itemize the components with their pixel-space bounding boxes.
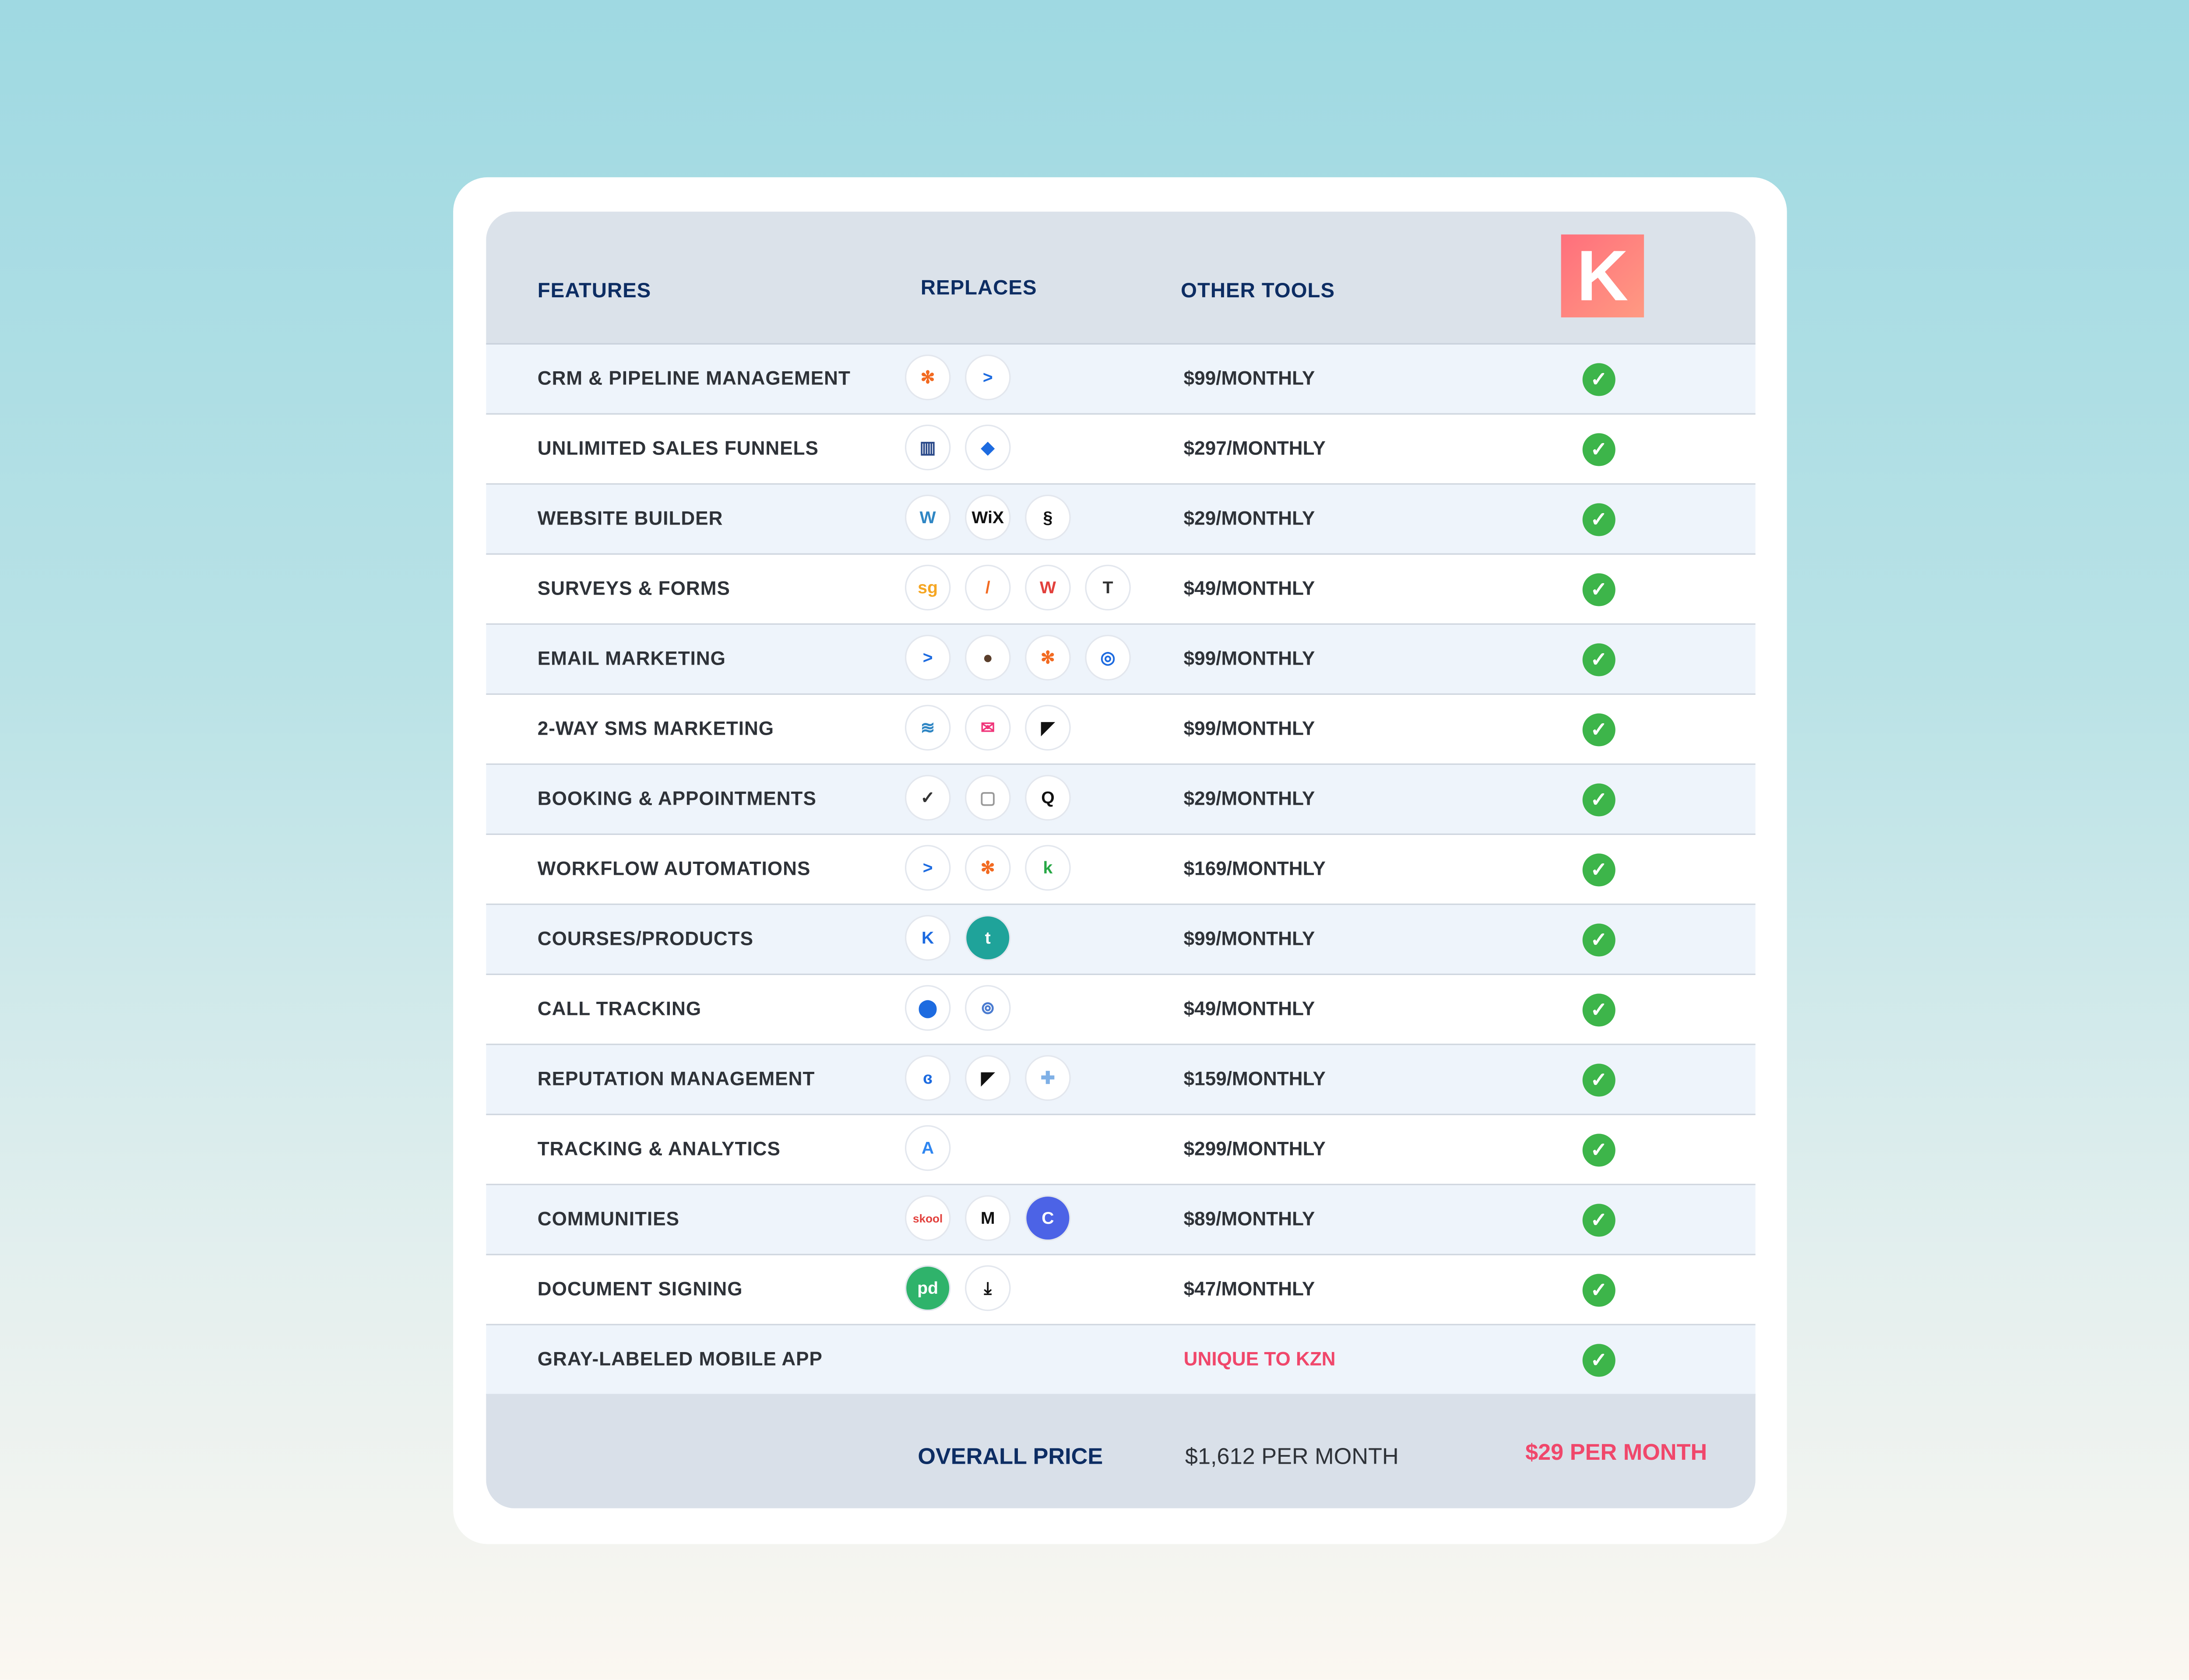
table-row <box>486 975 1756 1045</box>
activecampaign-icon: > <box>906 846 949 889</box>
other-tools-price: $49/MONTHLY <box>1183 998 1315 1020</box>
other-tools-price: $99/MONTHLY <box>1183 648 1315 669</box>
header-replaces: REPLACES <box>920 277 1037 300</box>
replaced-tools <box>906 356 1009 399</box>
table-body <box>486 345 1756 1395</box>
wufoo-icon: W <box>1026 566 1069 609</box>
check-icon: ✓ <box>1583 853 1615 886</box>
table-row <box>486 1325 1756 1395</box>
activecampaign-icon: > <box>966 356 1009 399</box>
replaced-tools <box>906 776 1069 819</box>
check-icon: ✓ <box>1583 1344 1615 1377</box>
table-row <box>486 555 1756 625</box>
check-icon: ✓ <box>1583 573 1615 606</box>
other-tools-price: $89/MONTHLY <box>1183 1208 1315 1230</box>
other-tools-price: UNIQUE TO KZN <box>1183 1348 1336 1370</box>
skool-icon: skool <box>906 1197 949 1240</box>
feature-name: BOOKING & APPOINTMENTS <box>537 788 816 810</box>
message-icon: ✉ <box>966 706 1009 749</box>
clickfunnels-icon: ▥ <box>906 426 949 469</box>
table-row <box>486 415 1756 485</box>
feature-name: CALL TRACKING <box>537 998 702 1020</box>
kzn-logo <box>1561 235 1644 317</box>
replaced-tools <box>906 916 1009 959</box>
replaced-tools <box>906 706 1069 749</box>
jotform-icon: / <box>966 566 1009 609</box>
comparison-table <box>486 211 1756 1508</box>
sms-waves-icon: ≋ <box>906 706 949 749</box>
feature-name: COURSES/PRODUCTS <box>537 928 754 950</box>
wix-icon: WiX <box>966 496 1009 539</box>
birdeye-icon: ɞ <box>906 1057 949 1099</box>
callrail-icon: ⊚ <box>966 986 1009 1029</box>
check-icon: ✓ <box>1583 783 1615 816</box>
check-icon: ✓ <box>1583 1204 1615 1236</box>
other-tools-price: $47/MONTHLY <box>1183 1278 1315 1300</box>
feature-name: WEBSITE BUILDER <box>537 507 723 529</box>
feature-name: WORKFLOW AUTOMATIONS <box>537 858 811 880</box>
check-icon: ✓ <box>1583 713 1615 746</box>
replaced-tools <box>906 1057 1069 1099</box>
replaced-tools <box>906 986 1009 1029</box>
surveygizmo-icon: sg <box>906 566 949 609</box>
table-row <box>486 485 1756 555</box>
replaced-tools <box>906 1267 1009 1310</box>
table-row <box>486 1045 1756 1115</box>
header-features: FEATURES <box>537 280 651 303</box>
feature-name: 2-WAY SMS MARKETING <box>537 718 774 740</box>
header-other-tools: OTHER TOOLS <box>1181 280 1335 303</box>
table-header <box>486 211 1756 345</box>
feature-name: DOCUMENT SIGNING <box>537 1278 743 1300</box>
hubspot-icon: ✻ <box>966 846 1009 889</box>
table-row <box>486 765 1756 835</box>
check-icon: ✓ <box>1583 993 1615 1026</box>
replaced-tools <box>906 426 1009 469</box>
other-tools-price: $49/MONTHLY <box>1183 578 1315 599</box>
other-tools-price: $299/MONTHLY <box>1183 1138 1326 1160</box>
feature-name: GRAY-LABELED MOBILE APP <box>537 1348 823 1370</box>
table-row <box>486 905 1756 975</box>
other-tools-price: $29/MONTHLY <box>1183 507 1315 529</box>
keap-icon: k <box>1026 846 1069 889</box>
layers-icon: ◆ <box>966 426 1009 469</box>
circle-icon: C <box>1026 1197 1069 1240</box>
podium-icon: ◤ <box>1026 706 1069 749</box>
table-row <box>486 625 1756 695</box>
other-tools-price: $169/MONTHLY <box>1183 858 1326 880</box>
hubspot-icon: ✻ <box>906 356 949 399</box>
feature-name: SURVEYS & FORMS <box>537 578 730 599</box>
replaced-tools <box>906 846 1069 889</box>
other-tools-price: $159/MONTHLY <box>1183 1068 1326 1090</box>
feature-name: TRACKING & ANALYTICS <box>537 1138 781 1160</box>
other-tools-price: $99/MONTHLY <box>1183 718 1315 740</box>
squarespace-icon: § <box>1026 496 1069 539</box>
calendar-icon: ▢ <box>966 776 1009 819</box>
wordpress-icon: W <box>906 496 949 539</box>
teachable-icon: t <box>966 916 1009 959</box>
analytics-icon: A <box>906 1127 949 1169</box>
podium-icon: ◤ <box>966 1057 1009 1099</box>
other-tools-price: $99/MONTHLY <box>1183 367 1315 389</box>
check-icon: ✓ <box>1583 1134 1615 1166</box>
feature-name: CRM & PIPELINE MANAGEMENT <box>537 367 851 389</box>
feature-name: REPUTATION MANAGEMENT <box>537 1068 815 1090</box>
acuity-icon: Q <box>1026 776 1069 819</box>
mighty-networks-icon: M <box>966 1197 1009 1240</box>
pandadoc-icon: pd <box>906 1267 949 1310</box>
kajabi-icon: K <box>906 916 949 959</box>
other-tools-price: $297/MONTHLY <box>1183 437 1326 459</box>
table-footer <box>486 1394 1756 1508</box>
feature-name: UNLIMITED SALES FUNNELS <box>537 437 819 459</box>
activecampaign-icon: > <box>906 636 949 679</box>
overall-price-label: OVERALL PRICE <box>918 1445 1103 1470</box>
other-tools-price: $99/MONTHLY <box>1183 928 1315 950</box>
table-row <box>486 835 1756 905</box>
check-icon: ✓ <box>1583 433 1615 466</box>
feature-name: EMAIL MARKETING <box>537 648 726 669</box>
replaced-tools <box>906 1127 949 1169</box>
table-row <box>486 1185 1756 1255</box>
feature-name: COMMUNITIES <box>537 1208 679 1230</box>
check-icon: ✓ <box>1583 923 1615 956</box>
check-icon: ✓ <box>1583 1064 1615 1096</box>
check-icon: ✓ <box>1583 1274 1615 1307</box>
replaced-tools <box>906 566 1129 609</box>
typeform-icon: T <box>1087 566 1130 609</box>
kzn-total: $29 PER MONTH <box>1525 1441 1707 1465</box>
download-sign-icon: ⤓ <box>966 1267 1009 1310</box>
constant-contact-icon: ◎ <box>1087 636 1130 679</box>
check-icon: ✓ <box>1583 363 1615 396</box>
table-row <box>486 695 1756 765</box>
table-row <box>486 1115 1756 1185</box>
other-tools-price: $29/MONTHLY <box>1183 788 1315 810</box>
puzzle-icon: ✚ <box>1026 1057 1069 1099</box>
replaced-tools <box>906 636 1129 679</box>
table-row <box>486 1255 1756 1325</box>
location-pin-icon: ⬤ <box>906 986 949 1029</box>
table-row <box>486 345 1756 415</box>
mailchimp-icon: ● <box>966 636 1009 679</box>
replaced-tools <box>906 496 1069 539</box>
hubspot-icon: ✻ <box>1026 636 1069 679</box>
calendly-icon: ✓ <box>906 776 949 819</box>
other-tools-total: $1,612 PER MONTH <box>1185 1445 1399 1470</box>
check-icon: ✓ <box>1583 503 1615 536</box>
kzn-logo-letter: K <box>1577 236 1629 316</box>
replaced-tools <box>906 1197 1069 1240</box>
check-icon: ✓ <box>1583 643 1615 676</box>
